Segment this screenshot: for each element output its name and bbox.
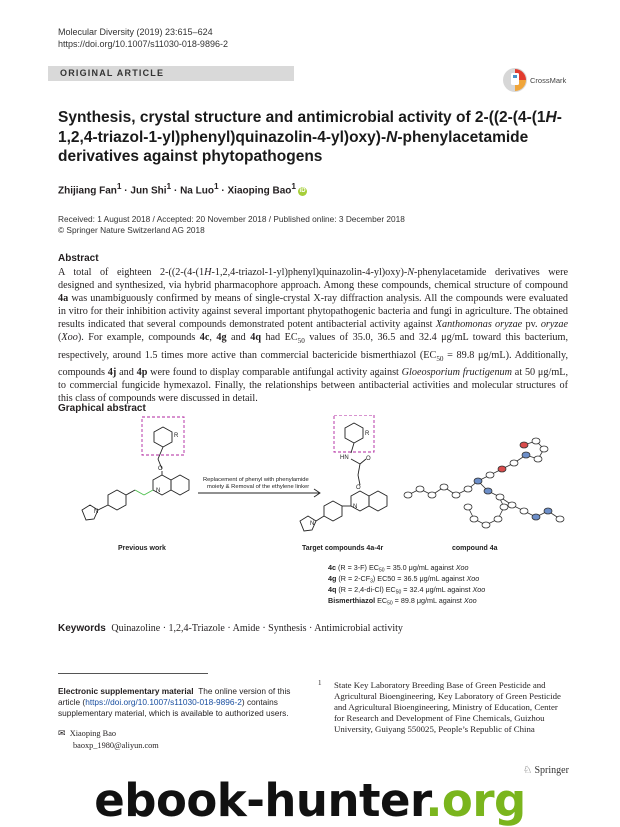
- abstract-heading: Abstract: [58, 253, 99, 264]
- supplementary-note: Electronic supplementary material The online version of this article (https://doi.org/10.1007/s11030-018-9896-2) contains supplementary material, which is available to authorized users.: [58, 686, 291, 718]
- activity-row: 4q (R = 2,4-di-Cl) $EC_{50} = 32.4$ μg/mL against Xoo: [328, 585, 486, 596]
- watermark: ebook-hunter.org: [94, 774, 526, 827]
- graphical-abstract-svg: [58, 415, 573, 610]
- activity-row: Bismerthiazol $EC_{50} = 89.8$ μg/mL against Xoo: [328, 596, 477, 607]
- footnote-divider: [58, 673, 208, 674]
- activity-row: 4g $(R = 2-CF_3)$ EC50 = 36.5 μg/mL against Xoo: [328, 574, 480, 585]
- atom-n-label: N: [94, 509, 99, 515]
- journal-citation: Molecular Diversity (2019) 23:615–624: [58, 27, 213, 37]
- author-name[interactable]: Zhijiang Fan: [58, 185, 117, 197]
- atom-n-label: N: [310, 521, 315, 527]
- abstract-body: A total of eighteen 2-((2-(4-(1H-1,2,4-triazol-1-yl)phenyl)quinazolin-4-yl)oxy)-N-phenylacetamide derivatives were designed and synthesized, via hybrid pharmacophore approach. Among these compounds, chemical structure of compound 4a was unambiguously confirmed by means of single-crystal X-ray diffraction analysis. All the compounds were evaluated in vitro for their inhibition activity against several important phytopathogenic bacteria and fungi in agriculture. The obtained results indicated that several compounds demonstrated potent antibacterial activity against Xanthomonas oryzae pv. oryzae (Xoo). For example, compounds 4c, 4g and 4q had $EC_{50}$ values of 35.0, 36.5 and 32.4 μg/mL toward this bacterium, respectively, around 1.5 times more active than commercial bactericide bismerthiazol ($EC_{50} = 89.8$ μg/mL). Additionally, compounds 4j and 4p were found to display comparable antifungal activity against Gloeosporium fructigenum at 50 μg/mL, to commercial fungicide hymexazol. Finally, the relationships between antibacterial activities and molecular structures of this class of compounds were discussed in detail.: [58, 267, 569, 404]
- previous-work-label: Previous work: [118, 545, 166, 552]
- target-compound-structure: [300, 415, 387, 531]
- corresponding-email[interactable]: baoxp_1980@aliyun.com: [73, 741, 159, 750]
- crossmark-icon: [502, 66, 574, 94]
- activity-row: 4c (R = 3-F) $EC_{50} = 35.0$ μg/mL against Xoo: [328, 563, 469, 574]
- atom-o-label: O: [356, 485, 361, 491]
- crossmark-badge[interactable]: [502, 66, 574, 94]
- corresponding-author: ✉ Xiaoping Bao baoxp_1980@aliyun.com: [58, 729, 159, 750]
- springer-logo: ♘ Springer: [523, 765, 569, 776]
- keywords-values: Quinazoline · 1,2,4-Triazole · Amide · Synthesis · Antimicrobial activity: [111, 623, 403, 634]
- activity-list: [328, 563, 485, 607]
- arrow-caption-line1: Replacement of phenyl with phenylamide: [203, 477, 309, 483]
- publication-dates: Received: 1 August 2018 / Accepted: 20 November 2018 / Published online: 3 December 2018 © Springer Nature Switzerland AG 2018: [58, 214, 405, 235]
- orcid-icon[interactable]: iD: [299, 188, 306, 195]
- author-name[interactable]: Jun Shi: [130, 185, 167, 197]
- journal-header: [58, 26, 228, 50]
- previous-work-structure: [82, 417, 189, 520]
- crossmark-label: CrossMark: [530, 76, 567, 85]
- compound-4a-label: compound 4a: [452, 545, 498, 552]
- atom-hn-label: HN: [340, 455, 349, 461]
- author-name[interactable]: Na Luo: [180, 185, 214, 197]
- supplementary-link[interactable]: https://doi.org/10.1007/s11030-018-9896-2: [85, 697, 242, 707]
- atom-r-label: R: [365, 431, 370, 437]
- article-type-badge: ORIGINAL ARTICLE: [48, 66, 294, 81]
- keywords: [58, 623, 403, 634]
- crystal-structure-4a: [404, 438, 564, 528]
- atom-n-label: N: [156, 488, 161, 494]
- springer-horse-icon: ♘: [523, 765, 532, 776]
- target-compounds-label: Target compounds 4a-4r: [302, 545, 384, 552]
- graphical-abstract-figure: [58, 415, 573, 610]
- atom-o-label: O: [158, 466, 163, 472]
- transform-arrow: [198, 489, 320, 497]
- keywords-label: Keywords: [58, 623, 106, 634]
- article-title: Synthesis, crystal structure and antimicrobial activity of 2-((2-(4-(1H-1,2,4-triazol-1-yl)phenyl)quinazolin-4-yl)oxy)-N-phenylacetamide derivatives against phytopathogens: [58, 109, 562, 165]
- graphical-abstract-heading: Graphical abstract: [58, 403, 146, 414]
- arrow-caption-line2: moiety & Removal of the ethylene linker: [207, 484, 310, 490]
- author-name[interactable]: Xiaoping Bao: [227, 185, 292, 197]
- doi-line[interactable]: https://doi.org/10.1007/s11030-018-9896-2: [58, 39, 228, 49]
- atom-n-label: N: [353, 504, 358, 510]
- author-list: Zhijiang Fan$^1$ · Jun Shi$^1$ · Na Luo$^1$ · Xiaoping Bao$^1$iD: [58, 181, 306, 197]
- atom-o-label: O: [366, 456, 371, 462]
- mail-icon: ✉: [58, 729, 66, 739]
- affiliation: 1 State Key Laboratory Breeding Base of Green Pesticide and Agricultural Bioengineering, Key Laboratory of Green Pesticide and Agricultural Bioengineering, Ministry of Education, Center for Research and Development of Fine Chemicals, Guizhou University, Guiyang 550025, People’s Republic of China: [318, 679, 561, 734]
- atom-r-label: R: [174, 433, 179, 439]
